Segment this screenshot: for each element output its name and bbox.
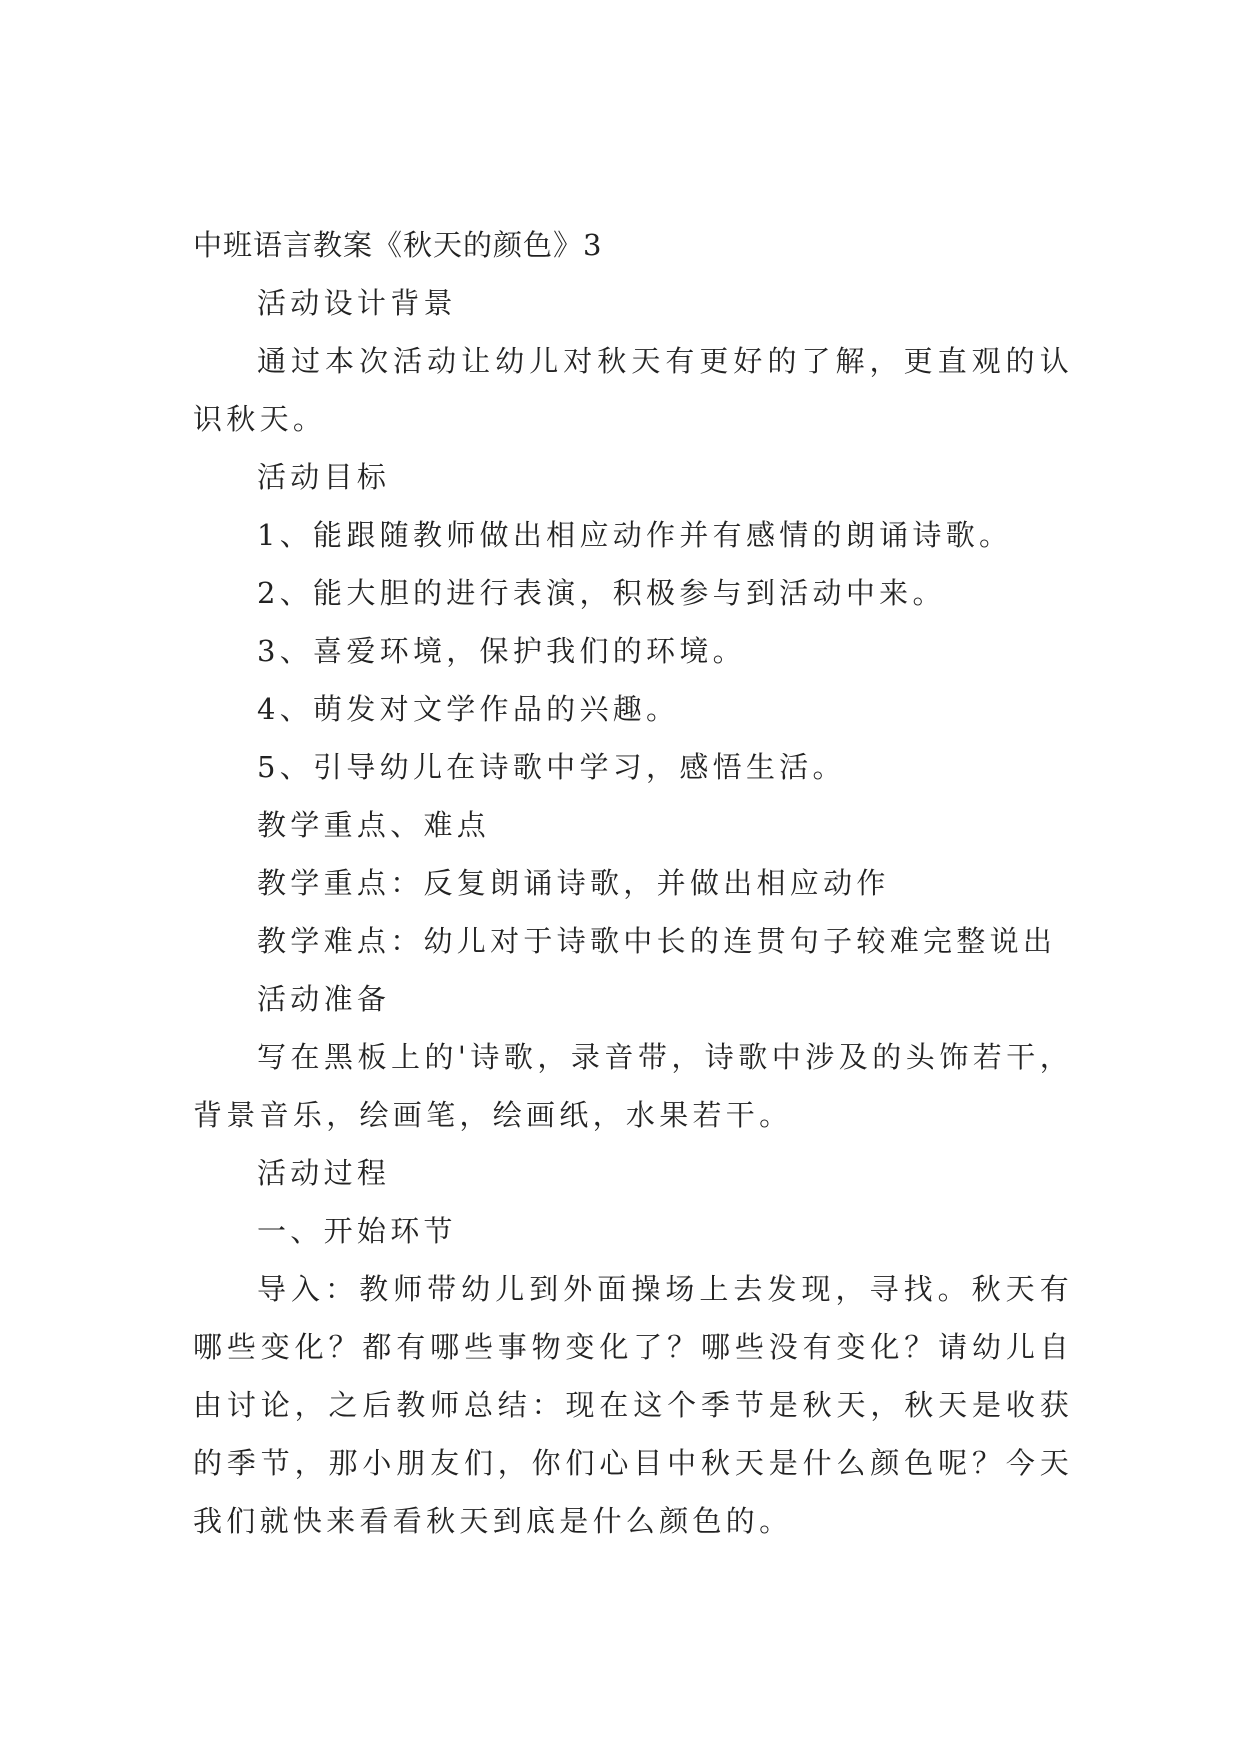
paragraph-design-background: 通过本次活动让幼儿对秋天有更好的了解，更直观的认识秋天。: [193, 344, 1073, 436]
goal-item-5: 5、引导幼儿在诗歌中学习，感悟生活。: [257, 750, 846, 784]
paragraph-preparation: 写在黑板上的'诗歌，录音带，诗歌中涉及的头饰若干，背景音乐，绘画笔，绘画纸，水果若干。: [193, 1040, 1073, 1132]
heading-activity-goals: 活动目标: [257, 460, 391, 494]
key-point-difficulty: 教学难点：幼儿对于诗歌中长的连贯句子较难完整说出: [257, 924, 1057, 958]
heading-preparation: 活动准备: [257, 982, 391, 1016]
heading-opening-section: 一、开始环节: [257, 1214, 457, 1248]
document-body: [193, 216, 1073, 1550]
heading-key-points: 教学重点、难点: [257, 808, 491, 842]
key-point-focus: 教学重点：反复朗诵诗歌，并做出相应动作: [257, 866, 890, 900]
goal-item-1: 1、能跟随教师做出相应动作并有感情的朗诵诗歌。: [257, 518, 1013, 552]
goal-item-3: 3、喜爱环境，保护我们的环境。: [257, 634, 746, 668]
document-title: 中班语言教案《秋天的颜色》3: [193, 228, 603, 262]
heading-design-background: 活动设计背景: [257, 286, 457, 320]
heading-activity-process: 活动过程: [257, 1156, 391, 1190]
goal-item-4: 4、萌发对文学作品的兴趣。: [257, 692, 680, 726]
paragraph-introduction: 导入：教师带幼儿到外面操场上去发现，寻找。秋天有哪些变化？都有哪些事物变化了？哪些没有变化？请幼儿自由讨论，之后教师总结：现在这个季节是秋天，秋天是收获的季节，那小朋友们，你们心目中秋天是什么颜色呢？今天我们就快来看看秋天到底是什么颜色的。: [193, 1272, 1073, 1538]
goal-item-2: 2、能大胆的进行表演，积极参与到活动中来。: [257, 576, 946, 610]
